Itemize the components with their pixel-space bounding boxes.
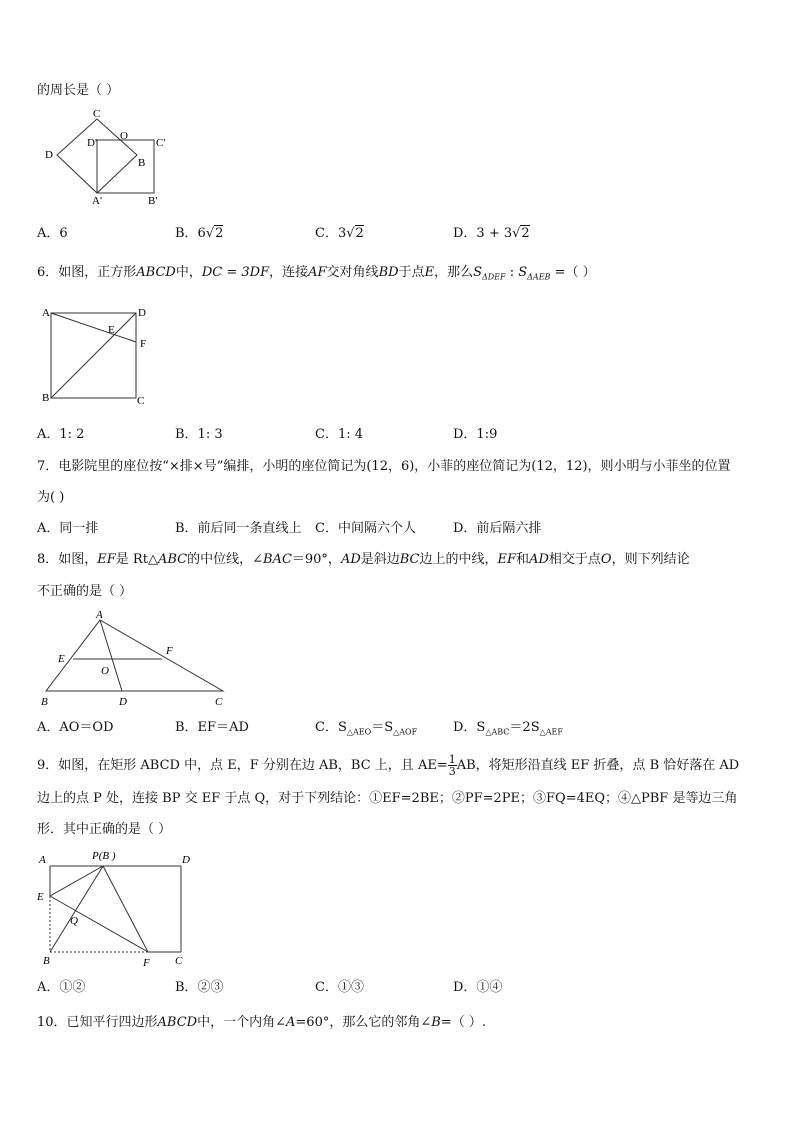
q9-line-2: 边上的点 P 处，连接 BP 交 EF 于点 Q，对于下列结论：①EF=2BE；②PF=2PE；③FQ=4EQ；④△PBF 是等边三角 [37, 791, 738, 806]
q9-label-Q: Q [70, 915, 78, 927]
q8-label-D: D [119, 696, 127, 708]
q9-option-c: C．①③ [315, 980, 364, 995]
q8-label-O: O [101, 665, 109, 677]
q9-line-1: 9．如图，在矩形 ABCD 中，点 E，F 分别在边 AB，BC 上，且 AE= $\frac{1}{3}$ AB，将矩形沿直线 EF 折叠，点 B 恰好落在 AD [37, 753, 740, 778]
q5-option-c: C．3√2 [315, 226, 364, 241]
q9-line-3: 形．其中正确的是（ ） [37, 822, 172, 837]
q9-label-F: F [143, 957, 150, 969]
q7-option-b: B．前后同一条直线上 [175, 521, 302, 536]
q5-label-O: O [120, 130, 128, 142]
q5-label-C: C [93, 108, 101, 120]
q6-option-b: B．1: 3 [175, 427, 223, 442]
q8-line-2: 不正确的是（ ） [37, 584, 133, 599]
q6-option-a: A．1: 2 [37, 427, 85, 442]
q7-line-1: 7．电影院里的座位按“×排×号”编排，小明的座位简记为(12，6)，小菲的座位简记为(12，12)，则小明与小菲坐的位置 [37, 459, 731, 474]
q7-option-a: A．同一排 [37, 521, 99, 536]
q9-label-A: A [39, 854, 46, 866]
q5-option-b: B．6√2 [175, 226, 224, 241]
q5-label-B1: B' [148, 195, 158, 207]
q9-option-d: D．①④ [453, 980, 503, 995]
q8-line-1: 8．如图，EF是 Rt△ABC的中位线，∠BAC＝90°，AD是斜边BC边上的中线，EF和AD相交于点O，则下列结论 [37, 552, 690, 567]
q5-label-C1: C' [156, 137, 166, 149]
q8-option-b: B．EF＝AD [175, 720, 249, 735]
q9-option-a: A．①② [37, 980, 86, 995]
q6-label-D: D [138, 307, 146, 319]
q5-label-D1: D' [87, 137, 97, 149]
q6-label-B: B [42, 392, 50, 404]
q9-label-C: C [175, 955, 183, 967]
q9-label-D: D [182, 854, 190, 866]
q8-label-E: E [58, 653, 65, 665]
q5-option-a: A．6 [37, 226, 68, 241]
q8-label-A: A [96, 609, 103, 621]
q6-figure [40, 306, 160, 406]
q6-label-E: E [108, 324, 115, 336]
q6-label-F: F [140, 338, 147, 350]
q5-figure [40, 108, 180, 208]
q8-label-F: F [166, 645, 173, 657]
q7-option-c: C．中间隔六个人 [315, 521, 416, 536]
q8-label-C: C [215, 696, 223, 708]
q8-label-B: B [41, 696, 48, 708]
q9-fraction: $\frac{1}{3}$ [448, 753, 456, 778]
q9-label-P: P(B ) [92, 850, 116, 862]
q7-line-2: 为( ) [37, 490, 65, 505]
q7-option-d: D．前后隔六排 [453, 521, 542, 536]
q5-stem-tail: 的周长是（ ） [37, 83, 120, 98]
q9-figure [36, 846, 206, 972]
q6-option-c: C．1: 4 [315, 427, 364, 442]
q5-label-B: B [138, 157, 146, 169]
q6-option-d: D．1:9 [453, 427, 498, 442]
q8-option-a: A．AO＝OD [37, 720, 114, 735]
q5-label-D: D [45, 149, 53, 161]
q5-label-A1: A' [92, 195, 102, 207]
q8-figure [38, 608, 238, 710]
q8-option-d: D．$S_{\triangle ABC}=2S_{\triangle AEF}$ [453, 720, 563, 737]
q6-stem: 6．如图，正方形ABCD中，DC = 3DF，连接AF交对角线BD于点E，那么$S_{\Delta DEF}$ : $S_{\Delta AEB}$ =（ ） [37, 265, 596, 282]
q9-label-E: E [37, 891, 44, 903]
q10-stem: 10．已知平行四边形ABCD中，一个内角∠A=60°，那么它的邻角∠B=（ ）. [37, 1015, 486, 1030]
q6-label-C: C [137, 395, 145, 407]
q9-option-b: B．②③ [175, 980, 224, 995]
q6-label-A: A [42, 307, 50, 319]
q9-label-B: B [43, 955, 50, 967]
q5-option-d: D．3 + 3√2 [453, 226, 530, 241]
q8-option-c: C．$S_{\triangle AEO}=S_{\triangle AOF}$ [315, 720, 418, 737]
